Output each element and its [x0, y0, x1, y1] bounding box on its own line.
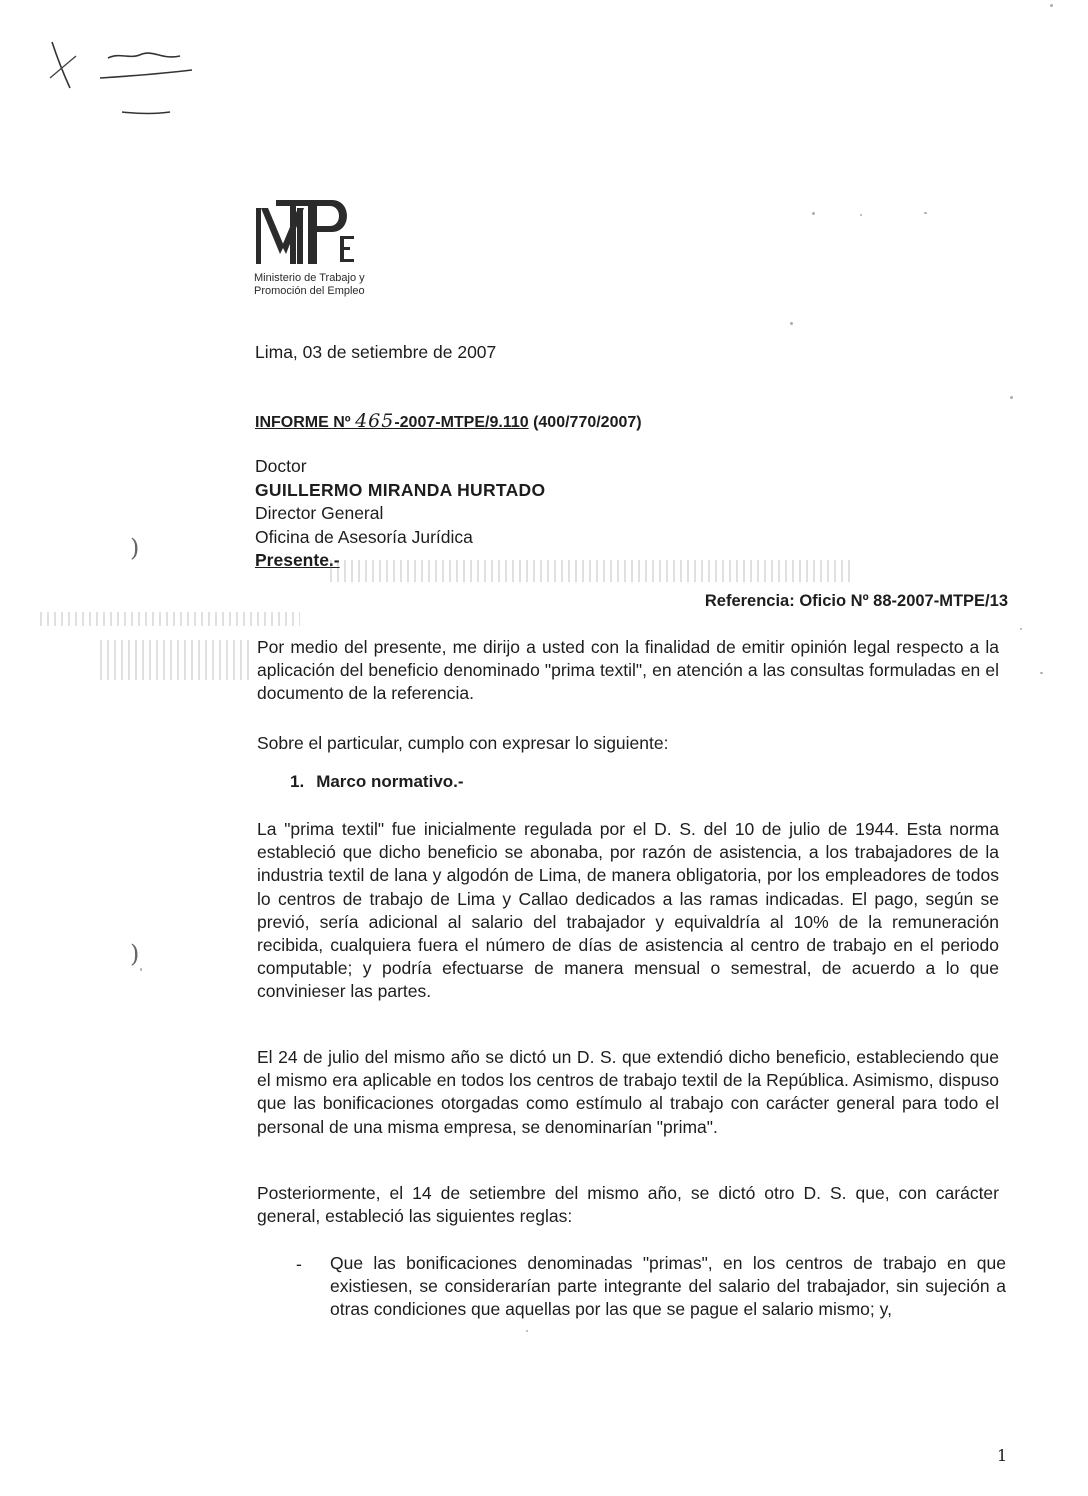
paragraph-particular: Sobre el particular, cumplo con expresar lo siguiente: [257, 733, 669, 753]
informe-handwritten-number: 465 [355, 410, 395, 432]
addressee-closing: Presente.- [255, 550, 340, 570]
scan-smudge [330, 560, 850, 582]
informe-heading [255, 410, 642, 432]
scan-speck [1010, 396, 1013, 399]
addressee-block [255, 455, 545, 573]
section-number: 1. [290, 772, 305, 791]
scan-speck [1020, 628, 1022, 630]
scan-speck [1050, 4, 1053, 7]
reference-line: Referencia: Oficio Nº 88-2007-MTPE/13 [704, 592, 1008, 610]
scan-speck [924, 212, 927, 214]
scan-mark-bracket: ) [130, 534, 140, 562]
addressee-title: Doctor [255, 456, 307, 476]
addressee-office: Oficina de Asesoría Jurídica [255, 526, 473, 547]
scan-mark-bracket: ) [130, 940, 140, 968]
scan-speck [860, 214, 862, 216]
addressee-name: GUILLERMO MIRANDA HURTADO [255, 479, 546, 500]
mtpe-logo-icon [254, 198, 374, 270]
ministry-name [254, 272, 365, 298]
addressee-position: Director General [255, 503, 384, 523]
paragraph-1: La "prima textil" fue inicialmente regulada por el D. S. del 10 de julio de 1944. Esta norma estableció que dicho beneficio se abonaba, por razón de asistencia, a los trabajadores de la industria textil de lana y algodón de Lima, de manera obligatoria, por los empleadores de todos lo centros de trabajo de Lima y Callao dedicados a las ramas indicadas. El pago, según se previó, sería adicional al salario del trabajador y equivaldría al 10% de la remuneración recibida, cualquiera fuera el número de días de asistencia al centro de trabajo en el periodo computable; y podría efectuarse de manera mensual o semestral, de acuerdo a lo que convinieser las partes. [257, 819, 999, 1002]
informe-code: -2007-MTPE/9.110 [394, 414, 529, 431]
page-number: 1 [997, 1446, 1008, 1465]
scan-speck [1040, 672, 1043, 674]
informe-prefix: INFORME Nº [255, 414, 356, 431]
informe-suffix: (400/770/2007) [528, 414, 642, 431]
scan-smudge [40, 612, 300, 626]
document-date: Lima, 03 de setiembre de 2007 [255, 342, 497, 362]
paragraph-3: Posteriormente, el 14 de setiembre del mismo año, se dictó otro D. S. que, con carácter general, estableció las siguientes reglas: [257, 1183, 999, 1227]
bullet-marker: - [296, 1254, 302, 1274]
handwritten-annotation [30, 30, 220, 130]
scan-speck [812, 212, 815, 215]
scan-speck [790, 322, 793, 325]
ministry-name-line-2: Promoción del Empleo [254, 285, 365, 297]
scan-speck [140, 968, 142, 971]
ministry-name-line-1: Ministerio de Trabajo y [254, 272, 365, 284]
paragraph-2: El 24 de julio del mismo año se dictó un D. S. que extendió dicho beneficio, estableciendo que el mismo era aplicable en todos los centros de trabajo textil de la República. Asimismo, dispuso que las bonificaciones otorgadas como estímulo al trabajo con carácter general para todo el personal de una misma empresa, se denominarían "prima". [257, 1047, 999, 1137]
section-heading [290, 772, 464, 792]
paragraph-intro: Por medio del presente, me dirijo a usted con la finalidad de emitir opinión legal respecto a la aplicación del beneficio denominado "prima textil", en atención a las consultas formuladas en el documento de la referencia. [257, 637, 999, 704]
section-title: Marco normativo.- [316, 772, 464, 791]
bullet-item-1: Que las bonificaciones denominadas "primas", en los centros de trabajo en que existiesen, se considerarían parte integrante del salario del trabajador, sin sujeción a otras condiciones que aquellas por las que se pague el salario mismo; y, [330, 1253, 1006, 1320]
scan-speck [526, 1330, 528, 1332]
scan-smudge [100, 640, 250, 680]
